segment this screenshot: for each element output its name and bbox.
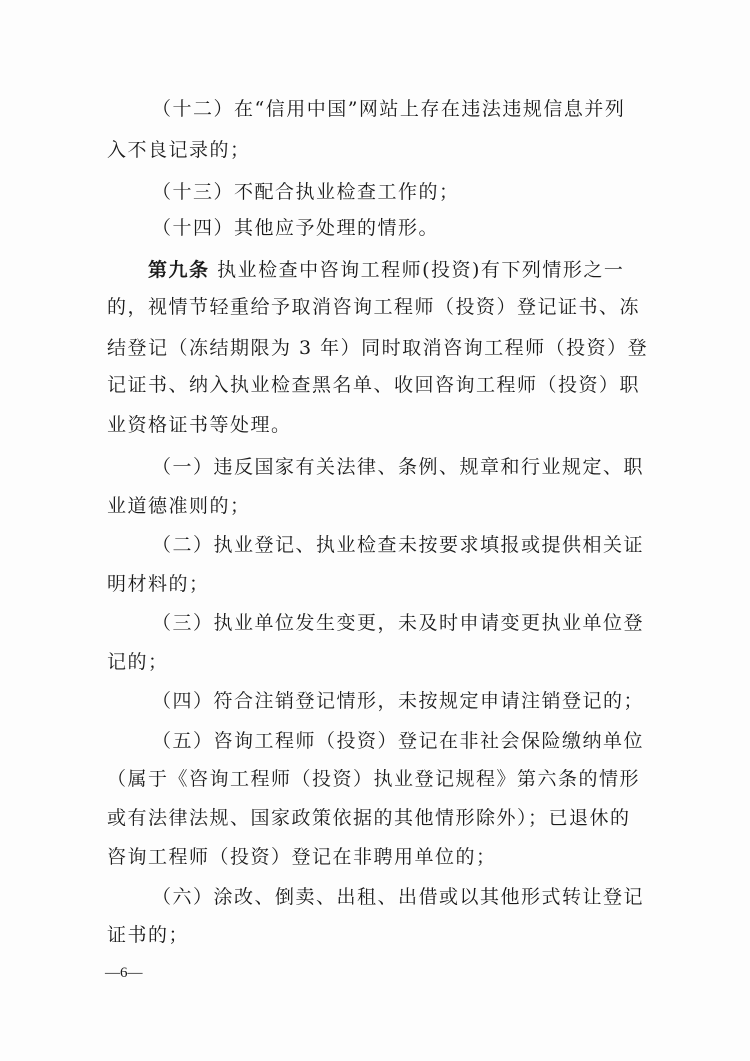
text-line: （属于《咨询工程师（投资）执业登记规程》第六条的情形: [107, 768, 641, 790]
text-line: （十四）其他应予处理的情形。: [152, 217, 440, 239]
text-line: （二）执业登记、执业检查未按要求填报或提供相关证: [152, 534, 645, 556]
page-number: —6—: [105, 965, 143, 981]
article-nine-line: [148, 258, 624, 282]
text-line: （一）违反国家有关法律、条例、规章和行业规定、职: [152, 456, 645, 478]
text-line: 业资格证书等处理。: [107, 414, 292, 436]
text-line: （五）咨询工程师（投资）登记在非社会保险缴纳单位: [152, 730, 645, 752]
article-text: 执业检查中咨询工程师(投资)有下列情形之一: [217, 259, 625, 281]
article-heading: 第九条: [148, 259, 210, 281]
text-line: 记证书、纳入执业检查黑名单、收回咨询工程师（投资）职: [107, 374, 641, 396]
text-line: （六）涂改、倒卖、出租、出借或以其他形式转让登记: [152, 886, 645, 908]
text-line: （十三）不配合执业检查工作的；: [152, 181, 460, 203]
text-line: 咨询工程师（投资）登记在非聘用单位的；: [107, 846, 497, 868]
text-line: （十二）在“信用中国”网站上存在违法违规信息并列: [152, 98, 626, 120]
text-line: （四）符合注销登记情形，未按规定申请注销登记的；: [152, 690, 645, 712]
text-line: 结登记（冻结期限为 3 年）同时取消咨询工程师（投资）登: [107, 337, 649, 359]
text-line: 记的；: [107, 651, 169, 673]
text-line: 的，视情节轻重给予取消咨询工程师（投资）登记证书、冻: [107, 296, 641, 318]
text-line: 证书的；: [107, 924, 190, 946]
text-line: （三）执业单位发生变更，未及时申请变更执业单位登: [152, 612, 645, 634]
text-line: 明材料的；: [107, 573, 210, 595]
text-line: 入不良记录的；: [107, 139, 251, 161]
text-line: 或有法律法规、国家政策依据的其他情形除外）；已退休的: [107, 807, 631, 829]
text-line: 业道德准则的；: [107, 495, 251, 517]
